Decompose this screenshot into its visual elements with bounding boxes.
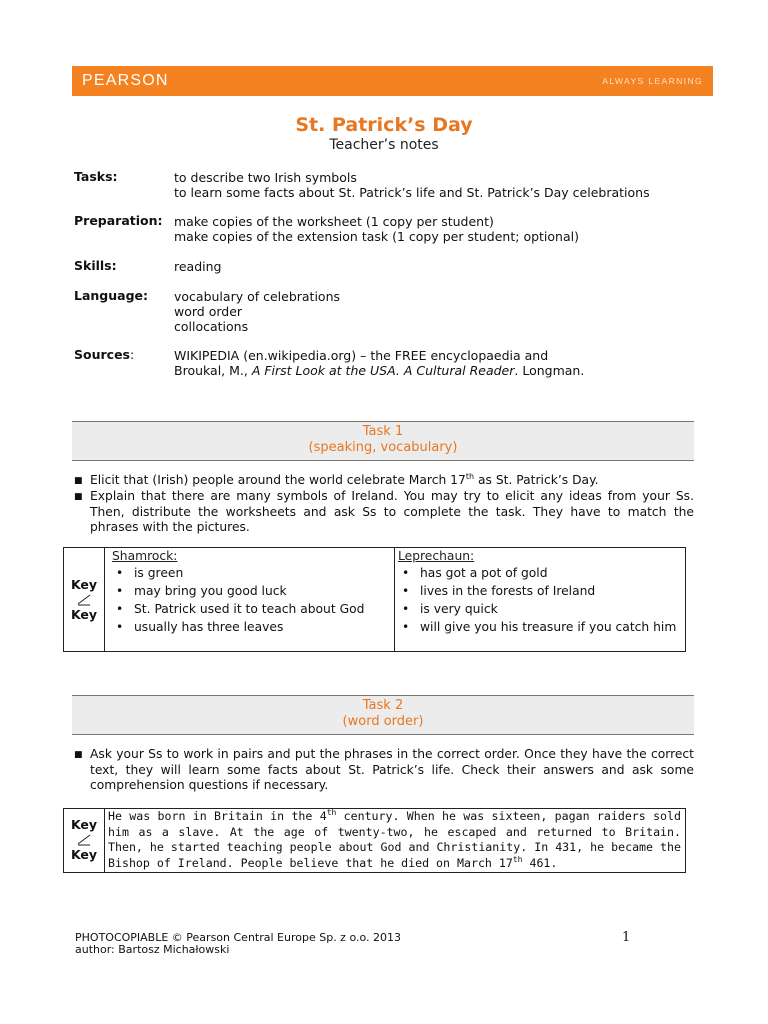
- story-text: century. When he was sixteen, pagan raiders sold him as a slave. At the age of twenty-two, he escaped and returned to Britain. Then, he started teaching people about God and Christianity. In 431, he became the Bishop of Ireland. People believe that he died on March 17: [108, 809, 681, 870]
- task2-bullet-1: [74, 747, 694, 794]
- bullet-dot-icon: •: [402, 566, 410, 580]
- story-text: He was born in Britain in the 4: [108, 809, 327, 823]
- language-item: vocabulary of celebrations: [174, 289, 341, 304]
- list-item-text: has got a pot of gold: [420, 566, 548, 580]
- key-arrow-icon: [76, 832, 92, 846]
- tasks-item: to learn some facts about St. Patrick’s life and St. Patrick’s Day celebrations: [174, 185, 650, 200]
- page-subtitle: Teacher’s notes: [329, 137, 439, 153]
- story-text: 461.: [522, 855, 558, 870]
- superscript: th: [465, 471, 475, 481]
- task1-subtitle: (speaking, vocabulary): [308, 440, 458, 455]
- column-divider: [394, 548, 395, 651]
- source-author: Broukal, M.,: [174, 363, 252, 378]
- task2-banner: [72, 695, 694, 735]
- leprechaun-heading: Leprechaun:: [398, 549, 475, 563]
- task1-bullet-1: [74, 473, 694, 489]
- bullet-square-icon: ■: [74, 492, 83, 502]
- list-item: [398, 566, 678, 581]
- bullet-dot-icon: •: [116, 620, 124, 634]
- task1-bullet-1-text: [90, 473, 694, 489]
- skills-value: reading: [174, 259, 222, 274]
- preparation-list: [174, 214, 579, 244]
- shamrock-column: [112, 549, 392, 635]
- list-item: [112, 602, 392, 617]
- bullet-dot-icon: •: [402, 584, 410, 598]
- key-cell: [64, 548, 105, 651]
- bullet-dot-icon: •: [402, 620, 410, 634]
- list-item-text: may bring you good luck: [134, 584, 287, 598]
- language-label: Language:: [74, 288, 149, 303]
- source-wikipedia: WIKIPEDIA (en.wikipedia.org) – the FREE encyclopaedia and: [174, 348, 549, 363]
- preparation-item: make copies of the worksheet (1 copy per student): [174, 214, 494, 229]
- list-item: [398, 620, 678, 634]
- source-book: [174, 363, 584, 378]
- page-number: 1: [622, 930, 631, 945]
- list-item-text: will give you his treasure if you catch him: [420, 620, 677, 634]
- bullet-text: Elicit that (Irish) people around the world celebrate March 17: [90, 473, 466, 487]
- list-item: [112, 584, 392, 599]
- task1-banner: [72, 421, 694, 461]
- sources-label: [74, 347, 134, 362]
- tasks-label: Tasks:: [74, 169, 118, 184]
- list-item-text: usually has three leaves: [134, 620, 284, 634]
- list-item-text: St. Patrick used it to teach about God: [134, 602, 365, 616]
- key-label-top: Key: [70, 817, 98, 832]
- bullet-square-icon: ■: [74, 476, 83, 486]
- preparation-item: make copies of the extension task (1 copy per student; optional): [174, 229, 579, 244]
- pearson-header-bar: [72, 66, 713, 96]
- leprechaun-column: [398, 549, 678, 634]
- bullet-dot-icon: •: [116, 566, 124, 580]
- shamrock-heading: Shamrock:: [112, 549, 178, 563]
- tasks-item: to describe two Irish symbols: [174, 170, 357, 185]
- task1-key-table: [63, 547, 686, 652]
- list-item-text: is very quick: [420, 602, 498, 616]
- task2-key-table: [63, 808, 686, 873]
- list-item: [398, 602, 678, 617]
- list-item-text: lives in the forests of Ireland: [420, 584, 596, 598]
- key-cell: [64, 809, 105, 872]
- st-patrick-story: [108, 809, 681, 871]
- superscript: th: [512, 854, 523, 864]
- bullet-dot-icon: •: [116, 602, 124, 616]
- sources-label-text: Sources: [74, 347, 130, 362]
- source-publisher: . Longman.: [514, 363, 585, 378]
- key-label-top: Key: [70, 577, 98, 592]
- list-item: [112, 566, 392, 581]
- key-arrow-icon: [76, 592, 92, 606]
- key-label-bottom: Key: [70, 847, 98, 862]
- sources-list: [174, 348, 584, 378]
- bullet-text: as St. Patrick’s Day.: [474, 473, 599, 487]
- pearson-logo: PEARSON: [82, 72, 169, 89]
- header-tagline: ALWAYS LEARNING: [602, 76, 703, 86]
- task2-bullet-1-text: Ask your Ss to work in pairs and put the phrases in the correct order. Once they have the correct text, they will learn some facts about St. Patrick’s life. Check their answers and ask some comprehension questions if necessary.: [90, 747, 694, 792]
- language-list: [174, 289, 340, 334]
- tasks-list: [174, 170, 650, 200]
- task1-title: Task 1: [362, 424, 404, 439]
- language-item: word order: [174, 304, 243, 319]
- list-item: [112, 620, 392, 635]
- task2-subtitle: (word order): [342, 714, 424, 729]
- task1-bullet-2: [74, 489, 694, 536]
- list-item: [398, 584, 678, 599]
- bullet-dot-icon: •: [116, 584, 124, 598]
- key-divider: [104, 548, 105, 651]
- task1-bullet-2-text: Explain that there are many symbols of Ireland. You may try to elicit any ideas from your Ss. Then, distribute the worksheets and ask Ss to complete the task. They have to match the phrases with the pictures.: [90, 489, 694, 534]
- superscript: th: [326, 808, 337, 818]
- bullet-dot-icon: •: [402, 602, 410, 616]
- language-item: collocations: [174, 319, 249, 334]
- sources-label-colon: :: [129, 347, 135, 362]
- preparation-label: Preparation:: [74, 213, 163, 228]
- copyright-notice: PHOTOCOPIABLE © Pearson Central Europe Sp. z o.o. 2013: [75, 931, 402, 944]
- task2-title: Task 2: [362, 698, 404, 713]
- page-title: St. Patrick’s Day: [295, 114, 473, 136]
- skills-label: Skills:: [74, 258, 117, 273]
- bullet-square-icon: ■: [74, 750, 83, 760]
- author-credit: author: Bartosz Michałowski: [75, 943, 230, 956]
- list-item-text: is green: [134, 566, 184, 580]
- source-title: A First Look at the USA. A Cultural Reader: [251, 363, 515, 378]
- key-label-bottom: Key: [70, 607, 98, 622]
